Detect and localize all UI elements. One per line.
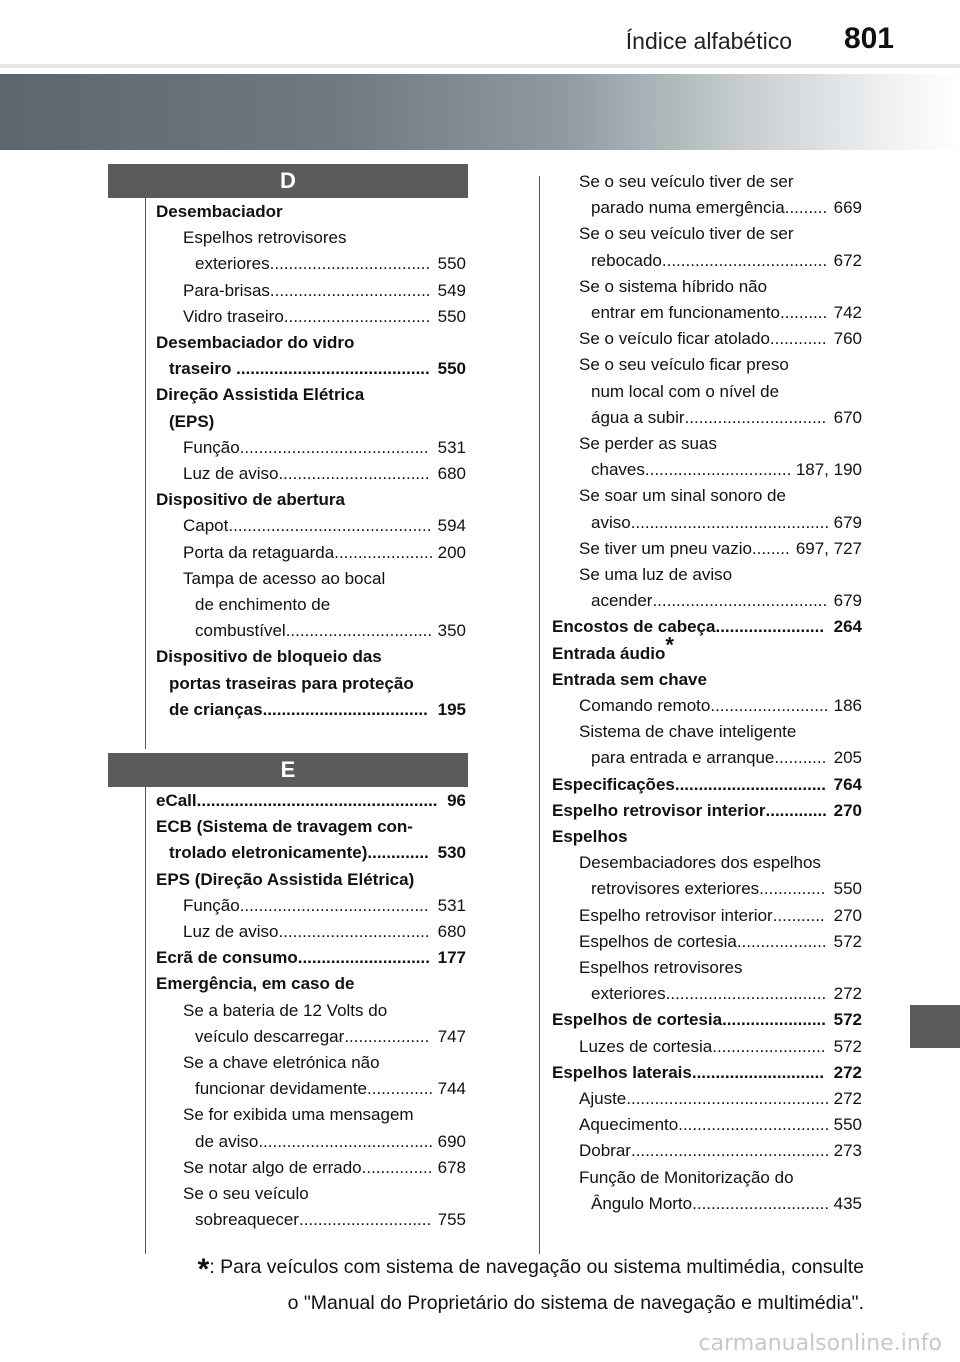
page-reference: 679 bbox=[833, 588, 862, 614]
index-term: Espelhos retrovisores bbox=[579, 958, 743, 977]
index-entry bbox=[552, 824, 862, 850]
dot-leader: ................................ bbox=[674, 774, 826, 794]
dot-leader: .................................. bbox=[665, 984, 827, 1004]
dot-leader: ................................ bbox=[278, 922, 430, 941]
dot-leader: ..................................... bbox=[258, 1131, 434, 1151]
index-term: Desembaciador bbox=[156, 202, 283, 221]
dot-leader: .......... bbox=[780, 303, 828, 322]
page-reference: 572 bbox=[833, 929, 862, 955]
dot-leader: ............................... bbox=[283, 306, 431, 326]
index-term: Luzes de cortesia bbox=[579, 1036, 713, 1056]
index-entry bbox=[169, 409, 466, 435]
index-term: num local com o nível de bbox=[591, 381, 780, 401]
footnote-marker: * bbox=[665, 631, 674, 657]
footnote-line-1 bbox=[198, 1253, 864, 1287]
page-reference: 530 bbox=[437, 840, 466, 866]
page-reference: 264 bbox=[833, 614, 862, 640]
index-entry bbox=[591, 300, 862, 326]
index-entry bbox=[591, 510, 862, 536]
index-entry bbox=[552, 614, 862, 640]
dot-leader: ............ bbox=[769, 329, 827, 349]
page-reference: 742 bbox=[833, 300, 862, 326]
left-column-rule-e bbox=[145, 783, 146, 1254]
index-entry bbox=[169, 356, 466, 382]
index-term: eCall bbox=[156, 791, 197, 810]
index-entry bbox=[156, 945, 466, 971]
dot-leader: .............. bbox=[759, 879, 826, 899]
index-entry bbox=[579, 693, 862, 719]
page-reference: 187, 190 bbox=[795, 457, 862, 483]
index-entry bbox=[195, 251, 466, 277]
index-term: exteriores bbox=[195, 254, 270, 274]
dot-leader: .................................. bbox=[269, 280, 431, 300]
index-term: Se perder as suas bbox=[579, 434, 717, 453]
index-term: Espelho retrovisor interior bbox=[552, 800, 766, 820]
index-term: sobreaquecer bbox=[195, 1210, 299, 1230]
index-entry bbox=[591, 745, 862, 771]
index-entry bbox=[183, 1102, 466, 1128]
dot-leader: ................... bbox=[736, 931, 827, 951]
index-term: Emergência, em caso de bbox=[156, 974, 355, 994]
index-term: Se o seu veículo bbox=[183, 1184, 309, 1203]
index-term: Se a chave eletrónica não bbox=[183, 1053, 380, 1072]
index-term: Direção Assistida Elétrica bbox=[156, 385, 365, 405]
index-term: (EPS) bbox=[169, 411, 215, 431]
dot-leader: ............................ bbox=[691, 1062, 825, 1082]
index-entry bbox=[183, 225, 466, 251]
page-reference: 273 bbox=[833, 1138, 862, 1164]
index-term: Encostos de cabeça bbox=[552, 617, 716, 637]
page-reference: 669 bbox=[833, 195, 862, 221]
dot-leader: ............... bbox=[361, 1157, 433, 1177]
dot-leader: ............................ bbox=[298, 1210, 432, 1230]
index-term: Espelhos laterais bbox=[552, 1062, 692, 1082]
page-reference: 549 bbox=[437, 278, 466, 304]
index-entry bbox=[156, 814, 466, 840]
index-entry bbox=[579, 536, 862, 562]
index-term: funcionar devidamente bbox=[195, 1079, 368, 1099]
dot-leader: ............................... bbox=[644, 460, 792, 480]
dot-leader: ............. bbox=[765, 800, 827, 820]
index-term: Se o seu veículo tiver de ser bbox=[579, 224, 794, 244]
index-term: EPS (Direção Assistida Elétrica) bbox=[156, 869, 415, 889]
index-entry bbox=[183, 566, 466, 592]
dot-leader: ........................................ bbox=[239, 895, 429, 915]
index-entry bbox=[195, 618, 466, 644]
index-entry bbox=[552, 1060, 862, 1086]
dot-leader: ....................... bbox=[715, 617, 825, 637]
index-term: rebocado bbox=[591, 250, 662, 270]
footnote-star: * bbox=[197, 1253, 210, 1286]
index-entry bbox=[579, 326, 862, 352]
index-term: ECB (Sistema de travagem con- bbox=[156, 817, 413, 837]
dot-leader: ........... bbox=[774, 748, 827, 768]
page-reference: 272 bbox=[833, 1086, 862, 1112]
dot-leader: .................................. bbox=[269, 254, 431, 274]
index-term: Se a bateria de 12 Volts do bbox=[183, 1000, 388, 1020]
index-entry bbox=[591, 457, 862, 483]
dot-leader: .......................................... bbox=[630, 512, 830, 532]
page-reference: 200 bbox=[437, 540, 466, 566]
index-entry bbox=[591, 379, 862, 405]
index-entry bbox=[156, 382, 466, 408]
index-entry bbox=[579, 1138, 862, 1164]
page-reference: 205 bbox=[833, 745, 862, 771]
index-entry bbox=[183, 540, 466, 566]
index-entry bbox=[579, 1086, 862, 1112]
chapter-thumb-tab bbox=[910, 1005, 960, 1048]
index-term: Desembaciadores dos espelhos bbox=[579, 853, 821, 873]
index-entry bbox=[579, 1165, 862, 1191]
index-term: Desembaciador do vidro bbox=[156, 333, 355, 352]
index-term: Entrada áudio bbox=[552, 643, 666, 663]
page-reference: 350 bbox=[437, 618, 466, 644]
page-header-title: Índice alfabético bbox=[625, 28, 792, 54]
index-entry bbox=[195, 1129, 466, 1155]
index-term: Capot bbox=[183, 516, 229, 536]
dot-leader: ............................ bbox=[297, 948, 430, 968]
index-term: Comando remoto bbox=[579, 696, 711, 715]
index-entry bbox=[591, 876, 862, 902]
index-term: Tampa de acesso ao bocal bbox=[183, 568, 386, 588]
index-term: Dobrar bbox=[579, 1141, 631, 1161]
page-reference: 690 bbox=[437, 1129, 466, 1155]
index-term: Se notar algo de errado bbox=[183, 1157, 362, 1177]
page-reference: 177 bbox=[437, 945, 466, 971]
index-entry bbox=[579, 903, 862, 929]
page-reference: 679 bbox=[833, 510, 862, 536]
index-entry bbox=[579, 169, 862, 195]
dot-leader: ...................... bbox=[722, 1010, 826, 1030]
page-reference: 572 bbox=[833, 1034, 862, 1060]
page-reference: 272 bbox=[833, 1060, 862, 1086]
index-term: Ajuste bbox=[579, 1089, 627, 1108]
index-term: Se o sistema híbrido não bbox=[579, 276, 768, 296]
dot-leader: ................................................... bbox=[196, 791, 438, 810]
index-entry bbox=[591, 248, 862, 274]
index-entry bbox=[156, 644, 466, 670]
index-term: Aquecimento bbox=[579, 1115, 679, 1135]
page-reference: 270 bbox=[833, 903, 862, 929]
index-term: acender bbox=[591, 591, 653, 611]
index-term: água a subir bbox=[591, 407, 685, 427]
index-entry bbox=[156, 199, 466, 225]
page-reference: 680 bbox=[437, 919, 466, 945]
page-reference: 550 bbox=[833, 1112, 862, 1138]
index-term: Se uma luz de aviso bbox=[579, 565, 733, 584]
index-entry bbox=[552, 772, 862, 798]
index-entry bbox=[183, 1181, 466, 1207]
page-reference: 270 bbox=[833, 798, 862, 824]
index-entry bbox=[552, 631, 862, 667]
index-entry bbox=[579, 1112, 862, 1138]
index-term: Espelhos de cortesia bbox=[552, 1010, 723, 1030]
index-term: Função bbox=[183, 895, 240, 915]
dot-leader: ........ bbox=[751, 538, 790, 558]
dot-leader: ........... bbox=[772, 905, 825, 925]
index-term: Se soar um sinal sonoro de bbox=[579, 486, 786, 506]
dot-leader: ......................... bbox=[710, 696, 829, 715]
index-term: Luz de aviso bbox=[183, 922, 279, 941]
index-entry bbox=[591, 195, 862, 221]
page-reference: 764 bbox=[833, 772, 862, 798]
page-reference: 697, 727 bbox=[795, 536, 862, 562]
watermark: carmanualsonline.info bbox=[698, 1331, 942, 1356]
index-entry bbox=[579, 352, 862, 378]
index-term: chaves bbox=[591, 460, 645, 480]
index-entry bbox=[591, 981, 862, 1007]
index-entry bbox=[579, 483, 862, 509]
index-entry bbox=[183, 919, 466, 945]
index-entry bbox=[183, 1050, 466, 1076]
dot-leader: ............. bbox=[367, 843, 429, 863]
index-term: Se o seu veículo tiver de ser bbox=[579, 172, 794, 191]
page-reference: 550 bbox=[437, 251, 466, 277]
index-entry bbox=[591, 405, 862, 431]
dot-leader: ......................................... bbox=[236, 359, 430, 379]
index-term: combustível bbox=[195, 621, 286, 641]
index-entry bbox=[183, 461, 466, 487]
page-header bbox=[0, 0, 960, 68]
page-reference: 572 bbox=[833, 1007, 862, 1033]
page-reference: 672 bbox=[833, 248, 862, 274]
index-term: exteriores bbox=[591, 984, 666, 1004]
dot-leader: ........................................... bbox=[228, 516, 432, 536]
index-entry bbox=[579, 1034, 862, 1060]
index-term: Dispositivo de abertura bbox=[156, 490, 345, 510]
index-term: Para-brisas bbox=[183, 280, 270, 300]
index-term: Luz de aviso bbox=[183, 464, 279, 483]
index-term: Espelhos de cortesia bbox=[579, 931, 737, 951]
index-term: de aviso bbox=[195, 1131, 259, 1151]
dot-leader: ................................ bbox=[678, 1115, 830, 1135]
index-entry bbox=[579, 850, 862, 876]
index-entry bbox=[195, 1024, 466, 1050]
index-entry bbox=[195, 1207, 466, 1233]
page-reference: 531 bbox=[437, 435, 466, 461]
dot-leader: ..................... bbox=[334, 542, 434, 562]
index-term: Função bbox=[183, 437, 240, 457]
page-reference: 678 bbox=[437, 1155, 466, 1181]
dot-leader: ........................................... bbox=[626, 1089, 830, 1108]
index-term: aviso bbox=[591, 512, 631, 532]
index-term: entrar em funcionamento bbox=[591, 303, 780, 322]
index-entry bbox=[591, 588, 862, 614]
index-entry bbox=[183, 513, 466, 539]
index-term: parado numa emergência bbox=[591, 198, 785, 218]
dot-leader: ..................................... bbox=[652, 591, 828, 611]
page-reference: 96 bbox=[446, 788, 466, 814]
page-reference: 195 bbox=[437, 697, 466, 723]
index-term: Dispositivo de bloqueio das bbox=[156, 647, 382, 667]
index-term: retrovisores exteriores bbox=[591, 879, 760, 899]
index-entry bbox=[552, 798, 862, 824]
page-reference: 680 bbox=[437, 461, 466, 487]
index-term: Porta da retaguarda bbox=[183, 542, 335, 562]
page-reference: 755 bbox=[437, 1207, 466, 1233]
page-reference: 272 bbox=[833, 981, 862, 1007]
index-entry bbox=[579, 431, 862, 457]
index-term: Especificações bbox=[552, 774, 675, 794]
index-entry bbox=[552, 667, 862, 693]
index-entry bbox=[579, 719, 862, 745]
footnote-text-1: : Para veículos com sistema de navegação ou sistema multimédia, consulte bbox=[209, 1256, 864, 1278]
page-reference: 550 bbox=[833, 876, 862, 902]
page-number: 801 bbox=[843, 22, 894, 55]
index-term: trolado eletronicamente) bbox=[169, 843, 368, 863]
index-term: portas traseiras para proteção bbox=[169, 673, 414, 693]
index-entry bbox=[183, 304, 466, 330]
index-entry bbox=[169, 697, 466, 723]
index-term: Se o veículo ficar atolado bbox=[579, 329, 770, 349]
index-entry bbox=[195, 1076, 466, 1102]
page-reference: 550 bbox=[437, 356, 466, 382]
index-term: Função de Monitorização do bbox=[579, 1167, 794, 1187]
index-entry bbox=[552, 1007, 862, 1033]
index-entry bbox=[183, 435, 466, 461]
dot-leader: .................. bbox=[344, 1026, 430, 1046]
dot-leader: ........................................ bbox=[239, 437, 429, 457]
index-term: Espelho retrovisor interior bbox=[579, 905, 773, 925]
index-entry bbox=[183, 278, 466, 304]
index-term: veículo descarregar bbox=[195, 1026, 345, 1046]
index-term: Ecrã de consumo bbox=[156, 948, 298, 968]
dot-leader: ........................ bbox=[712, 1036, 826, 1056]
index-entry bbox=[195, 592, 466, 618]
left-column-rule bbox=[145, 194, 146, 749]
index-term: traseiro bbox=[169, 359, 237, 379]
index-term: Ângulo Morto bbox=[591, 1193, 693, 1213]
index-term: Se o seu veículo ficar preso bbox=[579, 355, 789, 375]
page-reference: 186 bbox=[833, 693, 862, 719]
index-entry bbox=[579, 221, 862, 247]
index-term: Vidro traseiro bbox=[183, 306, 284, 326]
index-entry bbox=[579, 562, 862, 588]
dot-leader: .......................................... bbox=[630, 1141, 830, 1161]
footnote-line-2: o "Manual do Proprietário do sistema de navegação e multimédia". bbox=[287, 1292, 864, 1314]
dot-leader: ................................ bbox=[278, 464, 430, 483]
index-entry bbox=[579, 955, 862, 981]
page-reference: 744 bbox=[437, 1076, 466, 1102]
page-reference: 531 bbox=[437, 893, 466, 919]
dot-leader: .............. bbox=[367, 1079, 434, 1099]
index-term: Espelhos bbox=[552, 827, 628, 846]
dot-leader: ......... bbox=[784, 198, 828, 218]
index-term: de enchimento de bbox=[195, 595, 331, 614]
index-term: Se tiver um pneu vazio bbox=[579, 538, 752, 558]
page-reference: 550 bbox=[437, 304, 466, 330]
dot-leader: ................................... bbox=[661, 250, 828, 270]
index-term: para entrada e arranque bbox=[591, 748, 775, 768]
index-term: Espelhos retrovisores bbox=[183, 228, 347, 248]
index-entry bbox=[156, 971, 466, 997]
page-reference: 435 bbox=[833, 1191, 862, 1217]
index-entry bbox=[591, 1191, 862, 1217]
index-entry bbox=[156, 867, 466, 893]
header-banner bbox=[0, 74, 960, 150]
index-term: de crianças bbox=[169, 699, 263, 719]
section-header-e: E bbox=[108, 753, 468, 787]
dot-leader: ............................... bbox=[285, 621, 433, 641]
index-entry bbox=[183, 893, 466, 919]
index-entry bbox=[579, 274, 862, 300]
index-entry bbox=[156, 330, 466, 356]
index-entry bbox=[169, 840, 466, 866]
page-reference: 747 bbox=[437, 1024, 466, 1050]
index-entry bbox=[169, 671, 466, 697]
page-reference: 670 bbox=[833, 405, 862, 431]
dot-leader: ............................. bbox=[692, 1193, 830, 1213]
index-term: Entrada sem chave bbox=[552, 669, 707, 689]
right-column-rule bbox=[539, 176, 540, 1254]
index-entry bbox=[183, 1155, 466, 1181]
index-entry bbox=[579, 929, 862, 955]
page-reference: 760 bbox=[833, 326, 862, 352]
section-header-d: D bbox=[108, 164, 468, 198]
index-term: Sistema de chave inteligente bbox=[579, 722, 797, 742]
index-entry bbox=[156, 487, 466, 513]
index-entry bbox=[183, 998, 466, 1024]
index-term: Se for exibida uma mensagem bbox=[183, 1105, 414, 1125]
dot-leader: .............................. bbox=[684, 407, 827, 427]
dot-leader: ................................... bbox=[262, 699, 428, 719]
page-reference: 594 bbox=[437, 513, 466, 539]
index-entry bbox=[156, 788, 466, 814]
